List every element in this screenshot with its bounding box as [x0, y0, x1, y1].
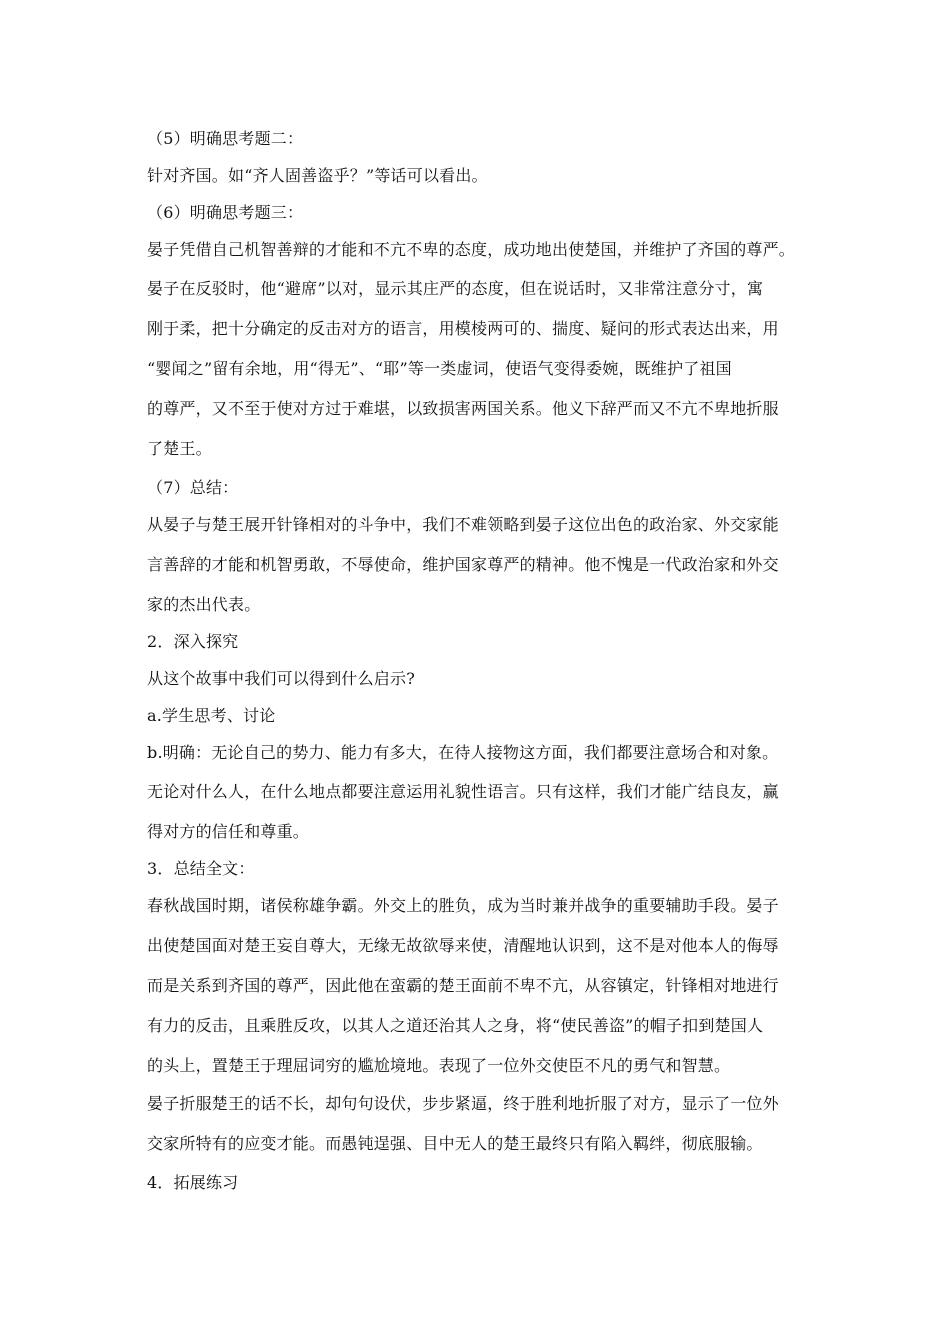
paragraph-line: 出使楚国面对楚王妄自尊大，无缘无故欲辱来使，清醒地认识到，这不是对他本人的侮辱	[147, 936, 779, 955]
paragraph-line: 从这个故事中我们可以得到什么启示?	[147, 669, 415, 688]
paragraph-line: 晏子凭借自己机智善辩的才能和不亢不卑的态度，成功地出使楚国，并维护了齐国的尊严。	[147, 240, 796, 259]
list-item-a: a.学生思考、讨论	[147, 706, 276, 725]
paragraph-line: 从晏子与楚王展开针锋相对的斗争中，我们不难领略到晏子这位出色的政治家、外交家能	[147, 515, 779, 534]
section-heading-2: 2．深入探究	[147, 632, 239, 651]
paragraph-line: 的头上，置楚王于理屈词穷的尴尬境地。表现了一位外交使臣不凡的勇气和智慧。	[147, 1056, 731, 1075]
paragraph-line: “婴闻之”留有余地，用“得无”、“耶”等一类虚词，使语气变得委婉，既维护了祖国	[147, 359, 732, 378]
paragraph-line: 春秋战国时期，诸侯称雄争霸。外交上的胜负，成为当时兼并战争的重要辅助手段。晏子	[147, 896, 779, 915]
heading-summary: （7）总结：	[147, 478, 239, 497]
paragraph-line: 而是关系到齐国的尊严，因此他在蛮霸的楚王面前不卑不亢，从容镇定，针锋相对地进行	[147, 976, 779, 995]
paragraph-line: 言善辞的才能和机智勇敢，不辱使命，维护国家尊严的精神。他不愧是一代政治家和外交	[147, 555, 779, 574]
section-heading-4: 4．拓展练习	[147, 1173, 239, 1192]
heading-question-2: （5）明确思考题二：	[147, 129, 304, 148]
paragraph-line: 了楚王。	[147, 439, 212, 458]
paragraph-line: 无论对什么人，在什么地点都要注意运用礼貌性语言。只有这样，我们才能广结良友，赢	[147, 782, 779, 801]
section-heading-3: 3．总结全文：	[147, 859, 255, 878]
paragraph-line: 有力的反击，且乘胜反攻，以其人之道还治其人之身，将“使民善盗”的帽子扣到楚国人	[147, 1016, 764, 1035]
paragraph-line: 晏子在反驳时，他“避席”以对，显示其庄严的态度，但在说话时，又非常注意分寸，寓	[147, 279, 764, 298]
paragraph-line: 针对齐国。如“齐人固善盗乎？”等话可以看出。	[147, 166, 488, 185]
heading-question-3: （6）明确思考题三：	[147, 203, 304, 222]
paragraph-line: 刚于柔，把十分确定的反击对方的语言，用模棱两可的、揣度、疑问的形式表达出来，用	[147, 319, 779, 338]
paragraph-line: 家的杰出代表。	[147, 595, 261, 614]
paragraph-line: 晏子折服楚王的话不长，却句句设伏，步步紧逼，终于胜利地折服了对方，显示了一位外	[147, 1094, 779, 1113]
list-item-b: b.明确：无论自己的势力、能力有多大，在待人接物这方面，我们都要注意场合和对象。	[147, 743, 779, 762]
paragraph-line: 得对方的信任和尊重。	[147, 822, 310, 841]
paragraph-line: 交家所特有的应变才能。而愚钝逞强、目中无人的楚王最终只有陷入羁绊，彻底服输。	[147, 1134, 763, 1153]
paragraph-line: 的尊严，又不至于使对方过于难堪，以致损害两国关系。他义下辞严而又不亢不卑地折服	[147, 399, 779, 418]
